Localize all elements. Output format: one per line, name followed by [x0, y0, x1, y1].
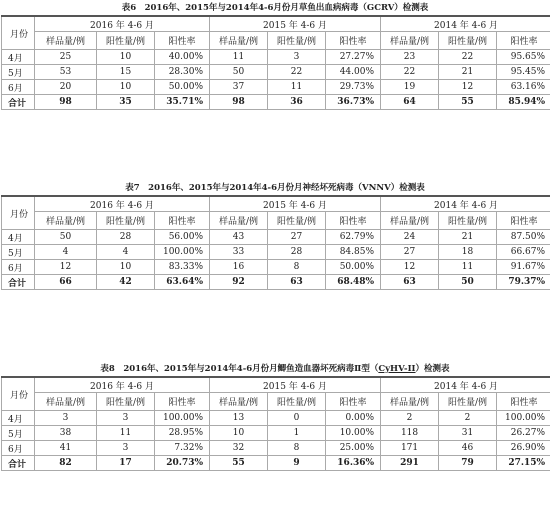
rate-cell: 28.95%: [155, 426, 210, 441]
header-row-columns: [2, 212, 550, 230]
column-header: 阳性量/例: [268, 212, 326, 230]
total-count-cell: 98: [35, 95, 97, 110]
count-cell: 8: [268, 260, 326, 275]
count-cell: 12: [35, 260, 97, 275]
count-cell: 11: [268, 80, 326, 95]
table-row: [2, 426, 550, 441]
header-row-columns: [2, 393, 550, 411]
column-header: 阳性率: [326, 393, 381, 411]
total-label: 合计: [2, 275, 35, 290]
total-rate-cell: 68.48%: [326, 275, 381, 290]
count-cell: 24: [381, 230, 439, 245]
total-count-cell: 79: [439, 456, 497, 471]
count-cell: 46: [439, 441, 497, 456]
rate-cell: 100.00%: [155, 411, 210, 426]
rate-cell: 56.00%: [155, 230, 210, 245]
header-row-years: [2, 16, 550, 32]
month-cell: 4月: [2, 50, 35, 65]
total-rate-cell: 36.73%: [326, 95, 381, 110]
caption-text: 表8 2016年、2015年与2014年4-6月份月鲫鱼造血器坏死病毒Ⅱ型（: [100, 364, 379, 374]
column-header: 阳性率: [497, 393, 550, 411]
total-count-cell: 55: [439, 95, 497, 110]
month-cell: 6月: [2, 80, 35, 95]
rate-cell: 95.45%: [497, 65, 550, 80]
column-header: 样品量/例: [210, 212, 268, 230]
column-header: 样品量/例: [35, 32, 97, 50]
total-count-cell: 63: [381, 275, 439, 290]
column-header: 样品量/例: [381, 393, 439, 411]
rate-cell: 87.50%: [497, 230, 550, 245]
rate-cell: 7.32%: [155, 441, 210, 456]
count-cell: 13: [210, 411, 268, 426]
month-cell: 6月: [2, 441, 35, 456]
data-table: [1, 15, 550, 110]
total-count-cell: 98: [210, 95, 268, 110]
caption-virus-code: CyHV-II: [378, 364, 416, 374]
count-cell: 10: [97, 50, 155, 65]
data-table: [1, 376, 550, 471]
table-caption: [0, 1, 550, 15]
rate-cell: 84.85%: [326, 245, 381, 260]
year-header: 2016 年 4-6 月: [35, 377, 210, 393]
column-header: 样品量/例: [381, 32, 439, 50]
table-row: [2, 50, 550, 65]
rate-cell: 28.30%: [155, 65, 210, 80]
column-header: 样品量/例: [210, 393, 268, 411]
header-row-columns: [2, 32, 550, 50]
column-header: 阳性率: [326, 32, 381, 50]
count-cell: 11: [97, 426, 155, 441]
column-header: 样品量/例: [35, 212, 97, 230]
rate-cell: 29.73%: [326, 80, 381, 95]
total-count-cell: 66: [35, 275, 97, 290]
rate-cell: 66.67%: [497, 245, 550, 260]
count-cell: 22: [268, 65, 326, 80]
count-cell: 50: [35, 230, 97, 245]
year-header: 2016 年 4-6 月: [35, 196, 210, 212]
count-cell: 19: [381, 80, 439, 95]
month-cell: 5月: [2, 65, 35, 80]
year-header: 2015 年 4-6 月: [210, 16, 381, 32]
column-header: 阳性率: [497, 32, 550, 50]
total-row: [2, 275, 550, 290]
header-row-years: [2, 196, 550, 212]
count-cell: 27: [381, 245, 439, 260]
month-cell: 6月: [2, 260, 35, 275]
count-cell: 43: [210, 230, 268, 245]
rate-cell: 27.27%: [326, 50, 381, 65]
total-rate-cell: 20.73%: [155, 456, 210, 471]
total-count-cell: 64: [381, 95, 439, 110]
month-header: 月份: [2, 196, 35, 230]
total-rate-cell: 27.15%: [497, 456, 550, 471]
header-row-years: [2, 377, 550, 393]
year-header: 2015 年 4-6 月: [210, 377, 381, 393]
total-count-cell: 17: [97, 456, 155, 471]
count-cell: 171: [381, 441, 439, 456]
count-cell: 11: [210, 50, 268, 65]
rate-cell: 25.00%: [326, 441, 381, 456]
count-cell: 32: [210, 441, 268, 456]
count-cell: 3: [268, 50, 326, 65]
total-count-cell: 82: [35, 456, 97, 471]
rate-cell: 0.00%: [326, 411, 381, 426]
total-count-cell: 291: [381, 456, 439, 471]
count-cell: 10: [210, 426, 268, 441]
month-header: 月份: [2, 16, 35, 50]
rate-cell: 50.00%: [155, 80, 210, 95]
count-cell: 33: [210, 245, 268, 260]
caption-text: 表7 2016年、2015年与2014年4-6月份月神经坏死病毒（VNNV）检测表: [125, 183, 425, 193]
count-cell: 21: [439, 65, 497, 80]
rate-cell: 40.00%: [155, 50, 210, 65]
rate-cell: 91.67%: [497, 260, 550, 275]
total-rate-cell: 63.64%: [155, 275, 210, 290]
column-header: 样品量/例: [35, 393, 97, 411]
column-header: 阳性量/例: [97, 32, 155, 50]
total-count-cell: 42: [97, 275, 155, 290]
column-header: 阳性量/例: [439, 393, 497, 411]
total-count-cell: 63: [268, 275, 326, 290]
total-count-cell: 35: [97, 95, 155, 110]
table-block-7: [0, 181, 550, 290]
count-cell: 4: [97, 245, 155, 260]
count-cell: 10: [97, 260, 155, 275]
count-cell: 21: [439, 230, 497, 245]
rate-cell: 44.00%: [326, 65, 381, 80]
total-rate-cell: 16.36%: [326, 456, 381, 471]
table-row: [2, 441, 550, 456]
count-cell: 16: [210, 260, 268, 275]
count-cell: 3: [35, 411, 97, 426]
total-count-cell: 92: [210, 275, 268, 290]
month-cell: 5月: [2, 426, 35, 441]
count-cell: 41: [35, 441, 97, 456]
table-row: [2, 65, 550, 80]
rate-cell: 26.27%: [497, 426, 550, 441]
count-cell: 50: [210, 65, 268, 80]
year-header: 2014 年 4-6 月: [381, 377, 550, 393]
count-cell: 4: [35, 245, 97, 260]
count-cell: 31: [439, 426, 497, 441]
count-cell: 20: [35, 80, 97, 95]
rate-cell: 62.79%: [326, 230, 381, 245]
rate-cell: 63.16%: [497, 80, 550, 95]
column-header: 样品量/例: [381, 212, 439, 230]
year-header: 2014 年 4-6 月: [381, 196, 550, 212]
table-row: [2, 260, 550, 275]
count-cell: 23: [381, 50, 439, 65]
count-cell: 0: [268, 411, 326, 426]
table-row: [2, 245, 550, 260]
count-cell: 28: [97, 230, 155, 245]
count-cell: 2: [439, 411, 497, 426]
rate-cell: 83.33%: [155, 260, 210, 275]
total-count-cell: 50: [439, 275, 497, 290]
table-block-8: [0, 362, 550, 471]
caption-suffix: ）检测表: [415, 364, 450, 374]
data-table: [1, 195, 550, 290]
total-label: 合计: [2, 95, 35, 110]
year-header: 2016 年 4-6 月: [35, 16, 210, 32]
count-cell: 10: [97, 80, 155, 95]
total-row: [2, 456, 550, 471]
table-block-6: [0, 1, 550, 110]
column-header: 阳性量/例: [97, 393, 155, 411]
total-count-cell: 9: [268, 456, 326, 471]
column-header: 阳性率: [326, 212, 381, 230]
total-label: 合计: [2, 456, 35, 471]
column-header: 阳性率: [497, 212, 550, 230]
column-header: 阳性率: [155, 393, 210, 411]
count-cell: 12: [439, 80, 497, 95]
count-cell: 8: [268, 441, 326, 456]
rate-cell: 10.00%: [326, 426, 381, 441]
count-cell: 3: [97, 411, 155, 426]
column-header: 阳性量/例: [97, 212, 155, 230]
month-cell: 4月: [2, 230, 35, 245]
count-cell: 18: [439, 245, 497, 260]
total-rate-cell: 85.94%: [497, 95, 550, 110]
month-cell: 4月: [2, 411, 35, 426]
total-count-cell: 55: [210, 456, 268, 471]
rate-cell: 50.00%: [326, 260, 381, 275]
year-header: 2015 年 4-6 月: [210, 196, 381, 212]
column-header: 样品量/例: [210, 32, 268, 50]
count-cell: 1: [268, 426, 326, 441]
table-row: [2, 230, 550, 245]
count-cell: 22: [439, 50, 497, 65]
table-row: [2, 80, 550, 95]
count-cell: 2: [381, 411, 439, 426]
count-cell: 22: [381, 65, 439, 80]
column-header: 阳性量/例: [439, 32, 497, 50]
total-count-cell: 36: [268, 95, 326, 110]
total-rate-cell: 79.37%: [497, 275, 550, 290]
rate-cell: 100.00%: [155, 245, 210, 260]
count-cell: 11: [439, 260, 497, 275]
year-header: 2014 年 4-6 月: [381, 16, 550, 32]
column-header: 阳性量/例: [268, 32, 326, 50]
count-cell: 118: [381, 426, 439, 441]
total-rate-cell: 35.71%: [155, 95, 210, 110]
total-row: [2, 95, 550, 110]
count-cell: 28: [268, 245, 326, 260]
column-header: 阳性率: [155, 32, 210, 50]
count-cell: 53: [35, 65, 97, 80]
rate-cell: 100.00%: [497, 411, 550, 426]
count-cell: 38: [35, 426, 97, 441]
count-cell: 3: [97, 441, 155, 456]
rate-cell: 95.65%: [497, 50, 550, 65]
month-header: 月份: [2, 377, 35, 411]
caption-text: 表6 2016年、2015年与2014年4-6月份月草鱼出血病病毒（GCRV）检测表: [121, 3, 429, 13]
table-caption: [0, 362, 550, 376]
table-row: [2, 411, 550, 426]
count-cell: 15: [97, 65, 155, 80]
month-cell: 5月: [2, 245, 35, 260]
count-cell: 37: [210, 80, 268, 95]
column-header: 阳性率: [155, 212, 210, 230]
count-cell: 25: [35, 50, 97, 65]
count-cell: 12: [381, 260, 439, 275]
rate-cell: 26.90%: [497, 441, 550, 456]
column-header: 阳性量/例: [268, 393, 326, 411]
column-header: 阳性量/例: [439, 212, 497, 230]
count-cell: 27: [268, 230, 326, 245]
table-caption: [0, 181, 550, 195]
